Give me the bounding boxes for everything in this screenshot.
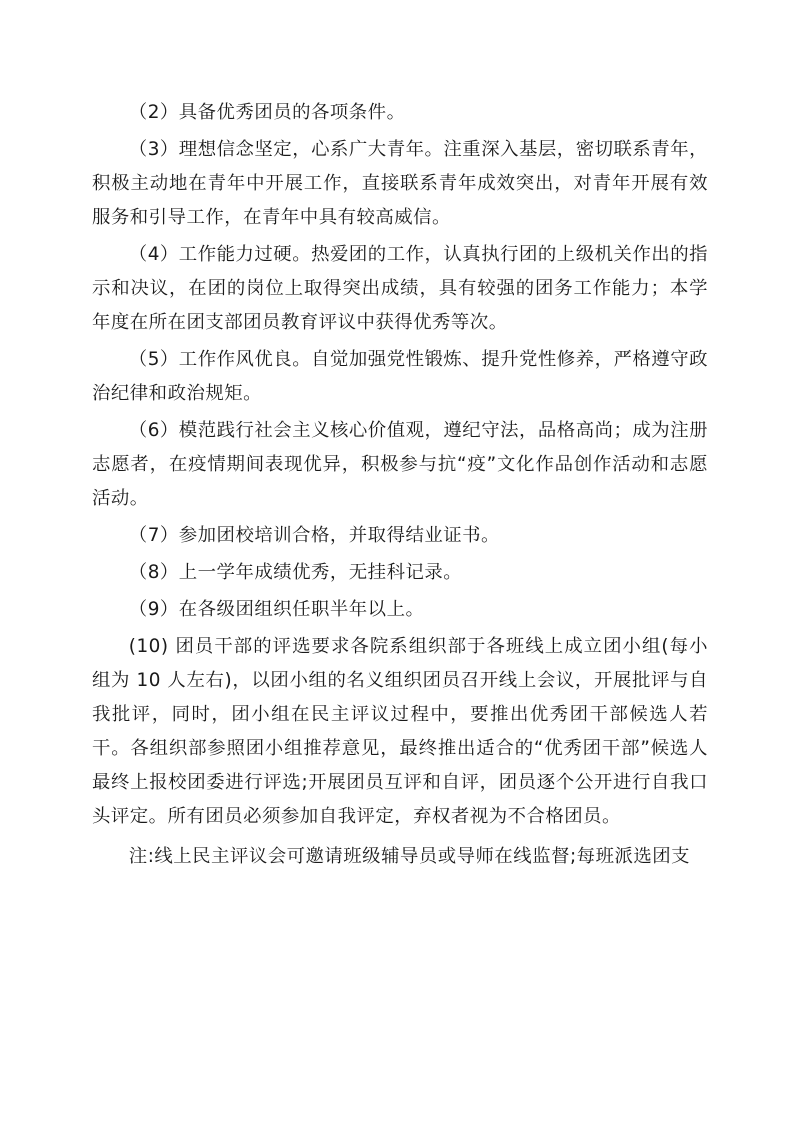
paragraph-criterion-3: （3）理想信念坚定，心系广大青年。注重深入基层，密切联系青年，积极主动地在青年中开展工作，直接联系青年成效突出，对青年开展有效服务和引导工作，在青年中具有较高威信。	[92, 139, 708, 228]
paragraph-criterion-4: （4）工作能力过硬。热爱团的工作，认真执行团的上级机关作出的指示和决议，在团的岗位上取得突出成绩，具有较强的团务工作能力；本学年度在所在团支部团员教育评议中获得优秀等次。	[92, 244, 708, 333]
document-page	[92, 96, 708, 877]
paragraph-criterion-5: （5）工作作风优良。自觉加强党性锻炼、提升党性修养，严格遵守政治纪律和政治规矩。	[92, 349, 708, 404]
paragraph-criterion-8: （8）上一学年成绩优秀，无挂科记录。	[128, 562, 463, 583]
paragraph-note: 注:线上民主评议会可邀请班级辅导员或导师在线监督;每班派选团支	[128, 846, 691, 867]
paragraph-criterion-2: （2）具备优秀团员的各项条件。	[128, 102, 406, 123]
paragraph-criterion-9: （9）在各级团组织任职半年以上。	[128, 599, 425, 620]
paragraph-criterion-6: （6）模范践行社会主义核心价值观，遵纪守法，品格高尚；成为注册志愿者，在疫情期间表现优异，积极参与抗“疫”文化作品创作活动和志愿活动。	[92, 420, 708, 509]
paragraph-criterion-7: （7）参加团校培训合格，并取得结业证书。	[128, 525, 500, 546]
paragraph-criterion-10: (10) 团员干部的评选要求各院系组织部于各班线上成立团小组(每小组为 10 人左右)，以团小组的名义组织团员召开线上会议，开展批评与自我批评，同时，团小组在民主评议过程中，要推出优秀团干部候选人若干。各组织部参照团小组推荐意见，最终推出适合的“优秀团干部”候选人最终上报校团委进行评选;开展团员互评和自评，团员逐个公开进行自我口头评定。所有团员必须参加自我评定，弃权者视为不合格团员。	[92, 636, 708, 827]
